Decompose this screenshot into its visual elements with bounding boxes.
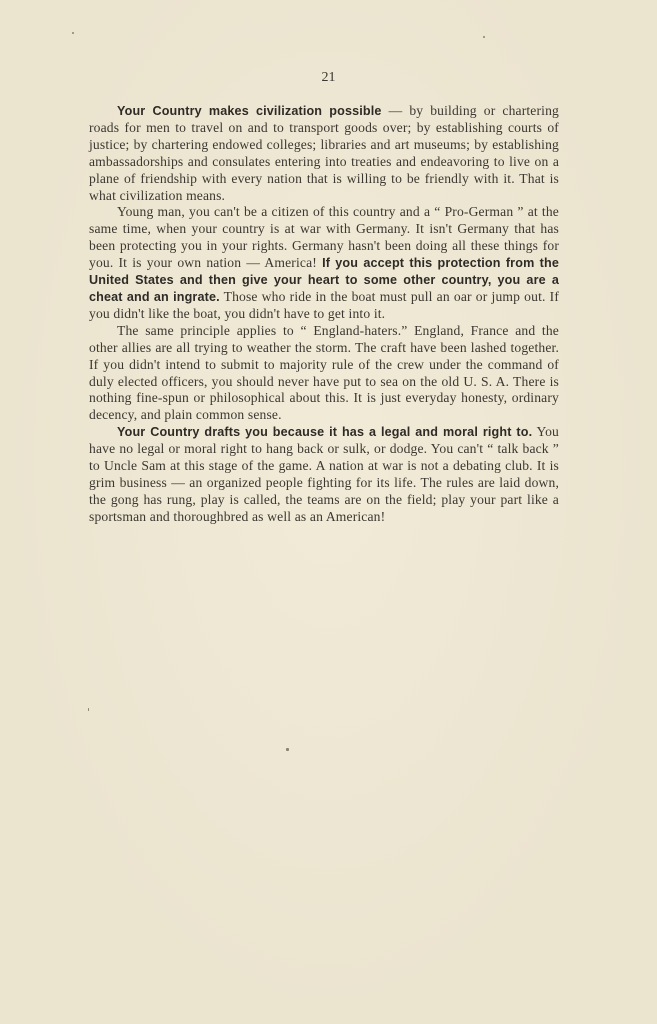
paper-speck [72, 32, 74, 34]
paragraph-text-young-man-end: Those who ride in the boat must pull an oar or jump out. If you didn't like the boat, you didn't have to get into it. [89, 288, 559, 321]
paragraph-england-haters [89, 323, 559, 424]
bold-lead-drafts: Your Country drafts you because it has a legal and moral right to. [117, 425, 533, 440]
paragraph-drafts [89, 424, 559, 525]
paper-speck [286, 748, 289, 751]
bold-cheat-and-ingrate: If you accept this protection from the United States and then give your heart to some other country, you are a cheat and an ingrate. [89, 256, 559, 304]
paragraph-text-england-haters: The same principle applies to “ England-haters.” England, France and the other allies are all trying to weather the storm. The craft have been lashed together. If you didn't intend to submit to majority rule of the crew under the command of duly elected officers, you should never have put to sea on the old U. S. A. There is nothing fine-spun or philosophical about this. It is just everyday honesty, ordinary decency, and plain common sense. [89, 322, 559, 423]
paragraph-text-civilization: — by building or chartering roads for men to travel on and to transport goods over; by establishing courts of justice; by chartering endowed colleges; libraries and art museums; by establishing ambassadorships and consulates entering into treaties and endeavoring to live on a plane of friendship with every nation that is willing to be friendly with it. That is what civilization means. [89, 103, 559, 203]
paragraph-text-young-man-start: Young man, you can't be a citizen of this country and a “ Pro-German ” at the same time, when your country is at war with Germany. It isn't Germany that has been protecting you in your rights. Germany hasn't been doing all these things for you. It is your own nation — America! [89, 204, 559, 271]
paragraph-text-drafts: You have no legal or moral right to hang back or sulk, or dodge. You can't “ talk back ” to Uncle Sam at this stage of the game. A nation at war is not a debating club. It is grim business — an organized people fighting for its life. The rules are laid down, the gong has rung, play is called, the teams are on the field; play your part like a sportsman and thoroughbred as well as an American! [89, 424, 559, 524]
page-number: 21 [321, 70, 336, 85]
paper-speck [483, 36, 485, 38]
paragraph-young-man [89, 204, 559, 322]
paper-speck [88, 708, 89, 711]
bold-lead-civilization: Your Country makes civilization possible [117, 104, 382, 118]
paragraph-civilization [89, 103, 559, 204]
body-text [89, 103, 559, 526]
